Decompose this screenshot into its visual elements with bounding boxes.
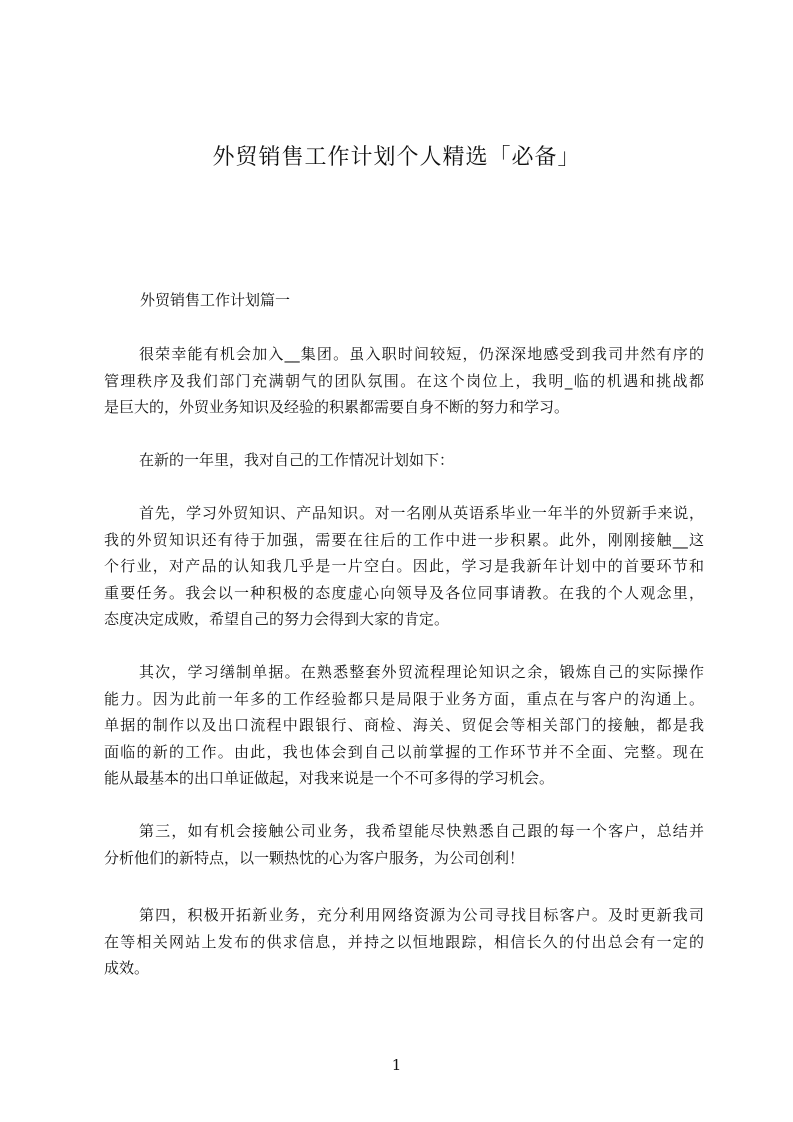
- paragraph-line: 第四，积极开拓新业务，充分利用网络资源为公司寻找目标客户。及时更新我司: [139, 906, 704, 924]
- paragraph-third-point: [104, 818, 704, 871]
- paragraph-line: 我的外贸知识还有待于加强，需要在往后的工作中进一步积累。此外，刚刚接触__这: [104, 530, 704, 549]
- paragraph-line: 是巨大的，外贸业务知识及经验的积累都需要自身不断的努力和学习。: [104, 398, 570, 416]
- paragraph-line: 能力。因为此前一年多的工作经验都只是局限于业务方面，重点在与客户的沟通上。: [104, 689, 704, 708]
- paragraph-line: 在新的一年里，我对自己的工作情况计划如下：: [139, 451, 455, 469]
- paragraph-line: 态度决定成败，希望自己的努力会得到大家的肯定。: [104, 610, 450, 628]
- paragraph-line: 能从最基本的出口单证做起，对我来说是一个不可多得的学习机会。: [104, 769, 555, 787]
- paragraph-line: 第三，如有机会接触公司业务，我希望能尽快熟悉自己跟的每一个客户，总结并: [139, 822, 704, 840]
- paragraph-line: 分析他们的新特点，以一颗热忱的心为客户服务，为公司创利！: [104, 848, 525, 867]
- paragraph-line: 在等相关网站上发布的供求信息，并持之以恒地跟踪，相信长久的付出总会有一定的: [104, 932, 704, 951]
- paragraph-line: 首先，学习外贸知识、产品知识。对一名刚从英语系毕业一年半的外贸新手来说，: [139, 504, 704, 522]
- paragraph-first-point: [104, 500, 704, 633]
- section-heading: 外贸销售工作计划篇一: [140, 291, 291, 309]
- paragraph-line: 重要任务。我会以一种积极的态度虚心向领导及各位同事请教。在我的个人观念里，: [104, 583, 704, 602]
- paragraph-intro: [104, 341, 704, 421]
- paragraph-line: 成效。: [104, 959, 150, 977]
- paragraph-fourth-point: [104, 902, 704, 982]
- paragraph-line: 管理秩序及我们部门充满朝气的团队氛围。在这个岗位上，我明_临的机遇和挑战都: [104, 371, 704, 390]
- paragraph-plan-intro: [104, 447, 704, 474]
- paragraph-line: 很荣幸能有机会加入__集团。虽入职时间较短，仍深深地感受到我司井然有序的: [139, 345, 704, 363]
- paragraph-line: 单据的制作以及出口流程中跟银行、商检、海关、贸促会等相关部门的接触，都是我: [104, 716, 704, 734]
- paragraph-second-point: [104, 659, 704, 792]
- document-title: 外贸销售工作计划个人精选「必备」: [212, 145, 581, 170]
- page-number: 1: [391, 1056, 402, 1074]
- paragraph-line: 其次，学习缮制单据。在熟悉整套外贸流程理论知识之余，锻炼自己的实际操作: [139, 663, 704, 681]
- paragraph-line: 面临的新的工作。由此，我也体会到自己以前掌握的工作环节并不全面、完整。现在: [104, 742, 704, 761]
- paragraph-line: 个行业，对产品的认知我几乎是一片空白。因此，学习是我新年计划中的首要环节和: [104, 557, 704, 575]
